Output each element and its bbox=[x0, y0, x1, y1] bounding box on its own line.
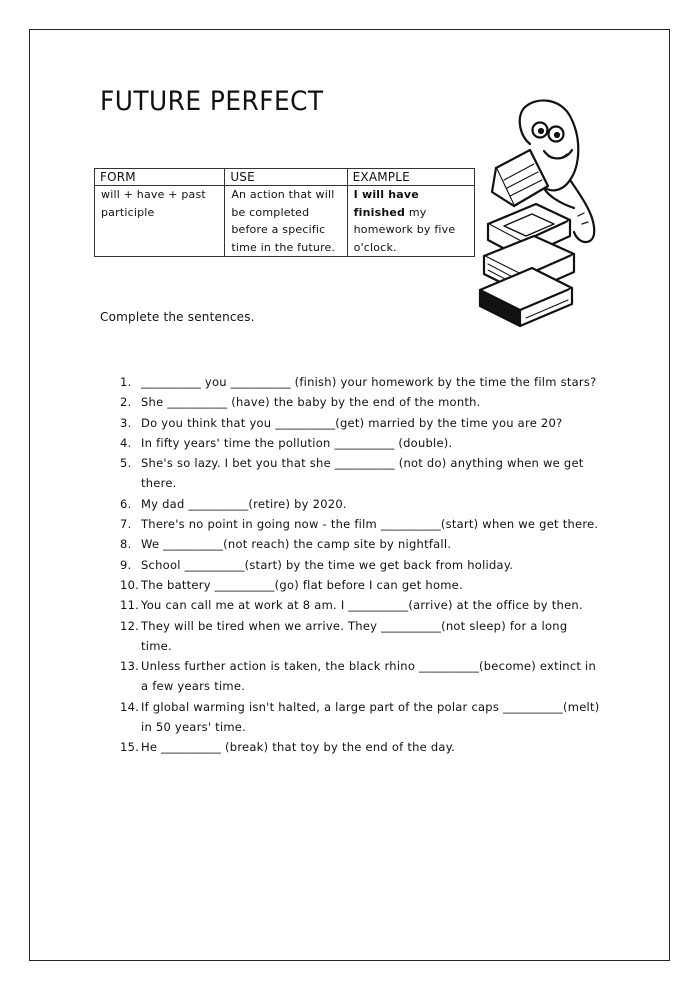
form-cell: will + have + past participle bbox=[95, 186, 225, 257]
item-text: In fifty years' time the pollution __________ (double). bbox=[141, 435, 453, 450]
table-header-row bbox=[95, 169, 475, 186]
item-text: You can call me at work at 8 am. I __________(arrive) at the office by then. bbox=[141, 598, 583, 613]
item-text: __________ you __________ (finish) your homework by the time the film stars? bbox=[141, 375, 597, 389]
item-number: 5. bbox=[120, 456, 132, 471]
list-item bbox=[120, 656, 600, 697]
item-number: 13. bbox=[120, 659, 140, 674]
item-number: 1. bbox=[120, 375, 132, 389]
list-item bbox=[120, 697, 600, 738]
header-example: EXAMPLE bbox=[347, 169, 474, 186]
item-number: 8. bbox=[120, 537, 132, 552]
list-item bbox=[120, 555, 600, 575]
exercise-list bbox=[120, 372, 600, 758]
list-item bbox=[120, 372, 600, 392]
item-text: She's so lazy. I bet you that she __________ (not do) anything when we get there. bbox=[141, 456, 584, 491]
example-highlight: I will have finished bbox=[353, 188, 419, 219]
list-item bbox=[120, 575, 600, 595]
item-number: 4. bbox=[120, 435, 132, 450]
example-rest: my homework by five o'clock. bbox=[353, 205, 456, 254]
item-text: He __________ (break) that toy by the end of the day. bbox=[141, 740, 456, 755]
item-text: There's no point in going now - the film __________(start) when we get there. bbox=[141, 517, 599, 532]
item-number: 6. bbox=[120, 496, 132, 511]
item-number: 14. bbox=[120, 699, 140, 714]
item-text: If global warming isn't halted, a large part of the polar caps __________(melt) in 50 years' time. bbox=[141, 699, 600, 735]
list-item bbox=[120, 433, 600, 453]
use-cell: An action that will be completed before a specific time in the future. bbox=[225, 186, 347, 257]
list-item bbox=[120, 616, 600, 657]
item-text: My dad __________(retire) by 2020. bbox=[141, 496, 347, 511]
list-item bbox=[120, 534, 600, 554]
list-item bbox=[120, 595, 600, 615]
header-use: USE bbox=[225, 169, 347, 186]
bookworm-illustration bbox=[474, 96, 614, 328]
grammar-table bbox=[94, 168, 475, 257]
list-item bbox=[120, 514, 600, 534]
item-text: Do you think that you __________(get) married by the time you are 20? bbox=[141, 415, 563, 430]
example-cell bbox=[347, 186, 474, 257]
instruction-text: Complete the sentences. bbox=[100, 310, 255, 324]
item-number: 10. bbox=[120, 577, 140, 592]
list-item bbox=[120, 494, 600, 514]
item-text: They will be tired when we arrive. They __________(not sleep) for a long time. bbox=[141, 618, 568, 653]
item-number: 15. bbox=[120, 740, 140, 755]
item-number: 12. bbox=[120, 618, 140, 633]
item-number: 11. bbox=[120, 598, 140, 613]
item-text: Unless further action is taken, the black rhino __________(become) extinct in a few years time. bbox=[141, 659, 597, 694]
header-form: FORM bbox=[95, 169, 225, 186]
list-item bbox=[120, 453, 600, 494]
item-number: 7. bbox=[120, 517, 132, 532]
worksheet-title: FUTURE PERFECT bbox=[100, 86, 324, 117]
item-text: The battery __________(go) flat before I can get home. bbox=[141, 577, 463, 592]
item-number: 3. bbox=[120, 415, 132, 430]
list-item bbox=[120, 413, 600, 433]
list-item bbox=[120, 392, 600, 412]
item-number: 2. bbox=[120, 395, 132, 410]
item-text: She __________ (have) the baby by the end of the month. bbox=[141, 395, 481, 410]
item-number: 9. bbox=[120, 557, 132, 572]
table-row bbox=[95, 186, 475, 257]
item-text: School __________(start) by the time we get back from holiday. bbox=[141, 557, 514, 572]
item-text: We __________(not reach) the camp site by nightfall. bbox=[141, 537, 452, 552]
list-item bbox=[120, 737, 600, 757]
